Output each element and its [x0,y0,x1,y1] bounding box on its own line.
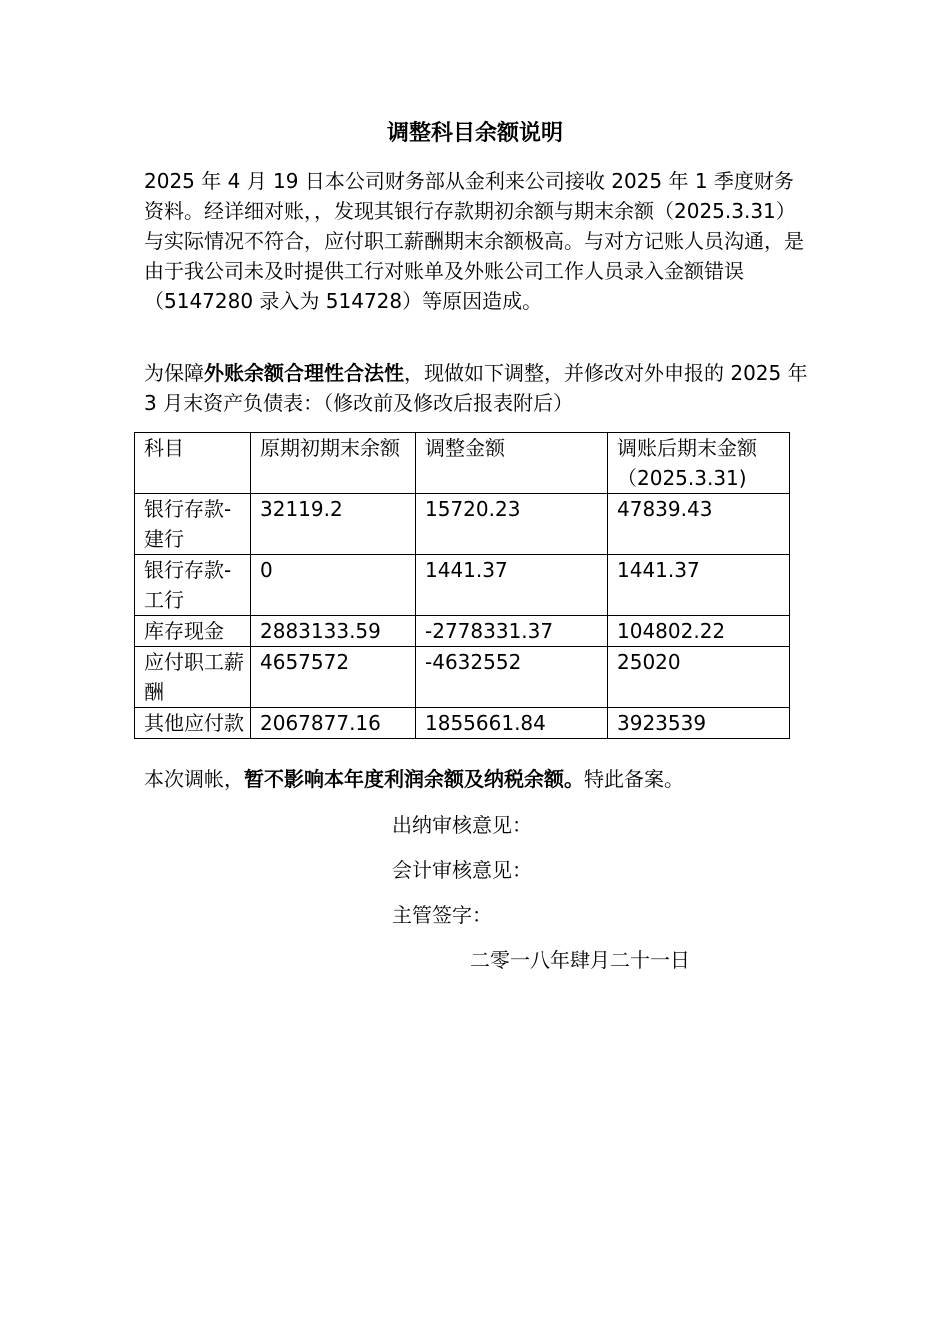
table-cell: 4657572 [251,647,416,708]
paragraph-adjustment [144,358,809,418]
table-row [135,616,790,647]
table-cell: 1855661.84 [416,708,608,739]
adjustment-table [134,432,790,739]
header-cell-adjustment: 调整金额 [416,433,608,494]
paragraph-closing [144,764,844,794]
paragraph-closing-prefix: 本次调帐， [144,767,244,791]
table-cell: 25020 [608,647,790,708]
paragraph-intro: 2025 年 4 月 19 日本公司财务部从金利来公司接收 2025 年 1 季度财务资料。经详细对账，，发现其银行存款期初余额与期末余额（2025.3.31）与实际情况不符合，应付职工薪酬期末余额极高。与对方记账人员沟通，是由于我公司未及时提供工行对账单及外账公司工作人员录入金额错误（5147280 录入为 514728）等原因造成。 [144,169,804,313]
supervisor-signature-label: 主管签字： [392,903,492,927]
header-cell-account: 科目 [135,433,251,494]
table-cell: 0 [251,555,416,616]
cashier-review-label: 出纳审核意见： [392,813,532,837]
paragraph-adjustment-bold: 外账余额合理性合法性 [204,361,404,385]
header-cell-adjusted: 调账后期末金额（2025.3.31) [608,433,790,494]
paragraph-adjustment-prefix: 为保障 [144,361,204,385]
table-cell: 2883133.59 [251,616,416,647]
table-cell: -4632552 [416,647,608,708]
table-row [135,555,790,616]
table-row [135,647,790,708]
table-cell: 银行存款-建行 [135,494,251,555]
table-cell: 库存现金 [135,616,251,647]
table-cell: 32119.2 [251,494,416,555]
table-cell: -2778331.37 [416,616,608,647]
table-row [135,494,790,555]
paragraph-closing-suffix: 特此备案。 [584,767,684,791]
document-date: 二零一八年肆月二十一日 [470,948,690,972]
table-cell: 104802.22 [608,616,790,647]
table-cell: 应付职工薪酬 [135,647,251,708]
table-cell: 3923539 [608,708,790,739]
table-cell: 47839.43 [608,494,790,555]
table-header-row [135,433,790,494]
page-title: 调整科目余额说明 [386,121,563,146]
paragraph-closing-bold: 暂不影响本年度利润余额及纳税余额。 [244,767,584,791]
table-cell: 15720.23 [416,494,608,555]
table-row [135,708,790,739]
table-cell: 1441.37 [608,555,790,616]
accountant-review-label: 会计审核意见： [392,858,532,882]
paragraph-adjustment-suffix: ，现做如下调整，并修改对外申报的 2025 年 3 月末资产负债表：（修改前及修改后报表附后） [144,361,808,415]
table-cell: 银行存款-工行 [135,555,251,616]
header-cell-original: 原期初期末余额 [251,433,416,494]
table-cell: 其他应付款 [135,708,251,739]
table-cell: 1441.37 [416,555,608,616]
table-cell: 2067877.16 [251,708,416,739]
